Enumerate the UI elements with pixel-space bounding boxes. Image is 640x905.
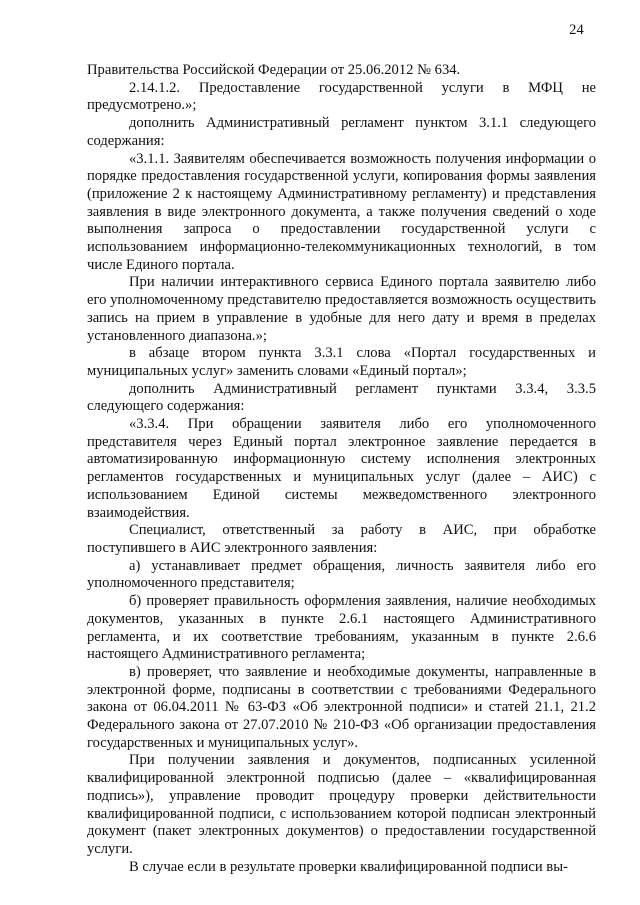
document-body — [87, 62, 596, 876]
paragraph: При получении заявления и документов, подписанных усиленной квалифицированной электронной подписью (далее – «квалифицированная подпись»), управление проводит процедуру проверки действительности квалифицированной подписи, с использованием которой подписан электронный документ (пакет электронных документов) о предоставлении государственной услуги. — [87, 752, 596, 857]
paragraph: Правительства Российской Федерации от 25.06.2012 № 634. — [87, 62, 461, 78]
paragraph: а) устанавливает предмет обращения, личность заявителя либо его уполномоченного представителя; — [87, 557, 596, 592]
paragraph: 2.14.1.2. Предоставление государственной услуги в МФЦ не предусмотрено.»; — [87, 79, 596, 114]
paragraph: «3.3.4. При обращении заявителя либо его уполномоченного представителя через Единый портал электронное заявление передается в автоматизированную информационную систему исполнения электронных регламентов государственных и муниципальных услуг (далее – АИС) с использованием Единой системы межведомственного электронного взаимодействия. — [87, 416, 596, 521]
paragraph: Специалист, ответственный за работу в АИС, при обработке поступившего в АИС электронного заявления: — [87, 522, 596, 556]
paragraph: «3.1.1. Заявителям обеспечивается возможность получения информации о порядке предоставления государственной услуги, копирования формы заявления (приложение 2 к настоящему Административному регламенту) и представления заявления в виде электронного документа, а также получения сведений о ходе выполнения запроса о предоставлении государственной услуги с использованием информационно-телекоммуникационных технологий, в том числе Единого портала. — [87, 150, 596, 273]
paragraph: дополнить Административный регламент пунктами 3.3.4, 3.3.5 следующего содержания: — [87, 380, 596, 415]
page-number: 24 — [569, 22, 584, 38]
paragraph: дополнить Административный регламент пунктом 3.1.1 следующего содержания: — [87, 115, 596, 149]
paragraph: б) проверяет правильность оформления заявления, наличие необходимых документов, указанных в пункте 2.6.1 настоящего Административного регламента, и их соответствие требованиям, указанным в пункте 2.6.6 настоящего Административного регламента; — [87, 593, 596, 663]
paragraph: При наличии интерактивного сервиса Единого портала заявителю либо его уполномоченному представителю предоставляется возможность осуществить запись на прием в управление в удобные для него дату и время в пределах установленного диапазона.»; — [87, 274, 596, 344]
paragraph: в абзаце втором пункта 3.3.1 слова «Портал государственных и муниципальных услуг» заменить словами «Единый портал»; — [87, 345, 596, 379]
paragraph: В случае если в результате проверки квалифицированной подписи вы- — [129, 858, 568, 875]
paragraph: в) проверяет, что заявление и необходимые документы, направленные в электронной форме, подписаны в соответствии с требованиями Федерального закона от 06.04.2011 № 63-ФЗ «Об электронной подписи» и статей 21.1, 21.2 Федерального закона от 27.07.2010 № 210-ФЗ «Об организации предоставления государственных и муниципальных услуг». — [87, 663, 596, 751]
